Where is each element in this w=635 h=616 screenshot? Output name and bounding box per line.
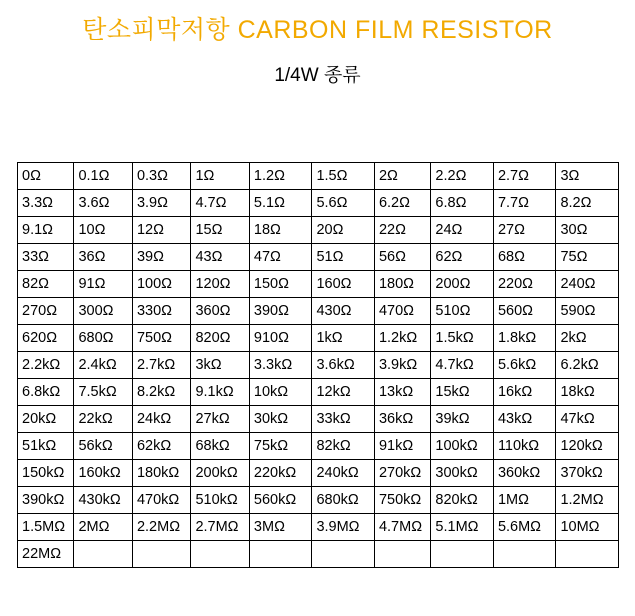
- table-cell-value: 20kΩ: [18, 406, 74, 433]
- table-cell-value: 9.1kΩ: [191, 379, 249, 406]
- table-cell-empty: [312, 541, 375, 568]
- table-cell-value: 620Ω: [18, 325, 74, 352]
- table-cell-value: 1.8kΩ: [493, 325, 556, 352]
- table-cell-value: 33Ω: [18, 244, 74, 271]
- table-cell-value: 200Ω: [431, 271, 494, 298]
- table-row: [18, 433, 619, 460]
- table-cell-value: 4.7kΩ: [431, 352, 494, 379]
- table-cell-value: 3.3Ω: [18, 190, 74, 217]
- table-cell-value: 10Ω: [74, 217, 132, 244]
- table-cell-value: 180kΩ: [132, 460, 190, 487]
- table-cell-value: 27kΩ: [191, 406, 249, 433]
- table-row: [18, 163, 619, 190]
- table-cell-value: 4.7MΩ: [374, 514, 430, 541]
- table-cell-value: 3.9MΩ: [312, 514, 375, 541]
- table-cell-value: 56kΩ: [74, 433, 132, 460]
- table-cell-value: 30Ω: [556, 217, 619, 244]
- table-cell-value: 240kΩ: [312, 460, 375, 487]
- table-cell-value: 2.7MΩ: [191, 514, 249, 541]
- table-cell-value: 100kΩ: [431, 433, 494, 460]
- table-cell-value: 91kΩ: [374, 433, 430, 460]
- table-cell-value: 390kΩ: [18, 487, 74, 514]
- table-cell-value: 430Ω: [312, 298, 375, 325]
- table-cell-value: 12kΩ: [312, 379, 375, 406]
- table-row: [18, 298, 619, 325]
- table-cell-value: 2Ω: [374, 163, 430, 190]
- table-row: [18, 352, 619, 379]
- table-cell-value: 39kΩ: [431, 406, 494, 433]
- table-cell-value: 27Ω: [493, 217, 556, 244]
- table-cell-value: 3.3kΩ: [249, 352, 312, 379]
- table-cell-value: 5.6Ω: [312, 190, 375, 217]
- table-cell-value: 2.4kΩ: [74, 352, 132, 379]
- table-cell-value: 75Ω: [556, 244, 619, 271]
- table-cell-value: 120Ω: [191, 271, 249, 298]
- table-cell-value: 43Ω: [191, 244, 249, 271]
- table-cell-value: 15Ω: [191, 217, 249, 244]
- table-cell-value: 6.8kΩ: [18, 379, 74, 406]
- table-cell-value: 220Ω: [493, 271, 556, 298]
- table-cell-value: 680Ω: [74, 325, 132, 352]
- table-cell-empty: [374, 541, 430, 568]
- resistor-values-table-wrapper: [17, 162, 619, 568]
- table-cell-value: 1.5Ω: [312, 163, 375, 190]
- table-cell-value: 3Ω: [556, 163, 619, 190]
- table-cell-value: 5.6kΩ: [493, 352, 556, 379]
- table-cell-value: 390Ω: [249, 298, 312, 325]
- table-cell-value: 820Ω: [191, 325, 249, 352]
- table-cell-value: 200kΩ: [191, 460, 249, 487]
- table-cell-value: 47Ω: [249, 244, 312, 271]
- table-row: [18, 271, 619, 298]
- table-cell-value: 6.2Ω: [374, 190, 430, 217]
- table-row: [18, 244, 619, 271]
- table-cell-empty: [431, 541, 494, 568]
- table-cell-empty: [493, 541, 556, 568]
- table-cell-value: 47kΩ: [556, 406, 619, 433]
- table-cell-value: 300kΩ: [431, 460, 494, 487]
- table-cell-value: 22kΩ: [74, 406, 132, 433]
- table-cell-value: 62kΩ: [132, 433, 190, 460]
- table-cell-value: 1.2kΩ: [374, 325, 430, 352]
- table-cell-value: 240Ω: [556, 271, 619, 298]
- table-cell-value: 680kΩ: [312, 487, 375, 514]
- table-cell-value: 2MΩ: [74, 514, 132, 541]
- table-cell-value: 160kΩ: [74, 460, 132, 487]
- table-cell-value: 560kΩ: [249, 487, 312, 514]
- table-cell-value: 16kΩ: [493, 379, 556, 406]
- table-cell-value: 510kΩ: [191, 487, 249, 514]
- table-cell-value: 2.2Ω: [431, 163, 494, 190]
- table-cell-value: 2.2kΩ: [18, 352, 74, 379]
- table-cell-value: 470Ω: [374, 298, 430, 325]
- table-cell-value: 6.8Ω: [431, 190, 494, 217]
- table-cell-value: 430kΩ: [74, 487, 132, 514]
- table-cell-value: 7.5kΩ: [74, 379, 132, 406]
- table-cell-value: 3.9kΩ: [374, 352, 430, 379]
- table-cell-value: 820kΩ: [431, 487, 494, 514]
- table-cell-value: 590Ω: [556, 298, 619, 325]
- table-cell-value: 43kΩ: [493, 406, 556, 433]
- table-cell-empty: [191, 541, 249, 568]
- table-cell-value: 150kΩ: [18, 460, 74, 487]
- table-cell-value: 1.2Ω: [249, 163, 312, 190]
- table-cell-value: 750Ω: [132, 325, 190, 352]
- table-cell-value: 360Ω: [191, 298, 249, 325]
- table-cell-value: 15kΩ: [431, 379, 494, 406]
- table-cell-value: 3.6Ω: [74, 190, 132, 217]
- table-row: [18, 487, 619, 514]
- table-cell-value: 5.1MΩ: [431, 514, 494, 541]
- table-cell-empty: [249, 541, 312, 568]
- table-cell-value: 68Ω: [493, 244, 556, 271]
- table-cell-value: 24Ω: [431, 217, 494, 244]
- table-cell-value: 910Ω: [249, 325, 312, 352]
- page-title: 탄소피막저항 CARBON FILM RESISTOR: [82, 16, 553, 44]
- table-cell-value: 91Ω: [74, 271, 132, 298]
- table-cell-value: 33kΩ: [312, 406, 375, 433]
- table-cell-value: 30kΩ: [249, 406, 312, 433]
- table-cell-value: 0.1Ω: [74, 163, 132, 190]
- table-cell-value: 3.9Ω: [132, 190, 190, 217]
- table-cell-value: 1.5MΩ: [18, 514, 74, 541]
- table-cell-value: 1.2MΩ: [556, 487, 619, 514]
- table-cell-value: 150Ω: [249, 271, 312, 298]
- table-cell-value: 22MΩ: [18, 541, 74, 568]
- table-cell-value: 8.2kΩ: [132, 379, 190, 406]
- table-cell-value: 13kΩ: [374, 379, 430, 406]
- table-cell-value: 39Ω: [132, 244, 190, 271]
- table-cell-value: 180Ω: [374, 271, 430, 298]
- resistor-values-table: [17, 162, 619, 568]
- table-cell-value: 270kΩ: [374, 460, 430, 487]
- table-cell-value: 470kΩ: [132, 487, 190, 514]
- table-cell-value: 360kΩ: [493, 460, 556, 487]
- table-cell-value: 510Ω: [431, 298, 494, 325]
- table-cell-value: 3kΩ: [191, 352, 249, 379]
- table-cell-empty: [74, 541, 132, 568]
- table-cell-value: 370kΩ: [556, 460, 619, 487]
- table-cell-value: 24kΩ: [132, 406, 190, 433]
- table-cell-empty: [132, 541, 190, 568]
- table-cell-value: 51Ω: [312, 244, 375, 271]
- table-cell-value: 75kΩ: [249, 433, 312, 460]
- table-row: [18, 406, 619, 433]
- table-cell-value: 82kΩ: [312, 433, 375, 460]
- table-cell-value: 300Ω: [74, 298, 132, 325]
- table-cell-value: 1kΩ: [312, 325, 375, 352]
- table-row: [18, 217, 619, 244]
- table-row: [18, 379, 619, 406]
- table-cell-value: 1.5kΩ: [431, 325, 494, 352]
- table-cell-value: 2kΩ: [556, 325, 619, 352]
- table-cell-value: 100Ω: [132, 271, 190, 298]
- table-cell-value: 20Ω: [312, 217, 375, 244]
- table-cell-value: 56Ω: [374, 244, 430, 271]
- table-cell-value: 68kΩ: [191, 433, 249, 460]
- table-row: [18, 325, 619, 352]
- table-cell-value: 2.2MΩ: [132, 514, 190, 541]
- table-cell-value: 9.1Ω: [18, 217, 74, 244]
- table-cell-value: 10MΩ: [556, 514, 619, 541]
- table-cell-value: 82Ω: [18, 271, 74, 298]
- table-row: [18, 190, 619, 217]
- table-row: [18, 541, 619, 568]
- table-cell-value: 1MΩ: [493, 487, 556, 514]
- table-cell-value: 330Ω: [132, 298, 190, 325]
- page-subtitle: 1/4W 종류: [274, 65, 361, 86]
- page-root: [0, 10, 635, 616]
- table-cell-value: 1Ω: [191, 163, 249, 190]
- table-cell-value: 51kΩ: [18, 433, 74, 460]
- table-cell-value: 750kΩ: [374, 487, 430, 514]
- table-cell-value: 8.2Ω: [556, 190, 619, 217]
- table-cell-value: 36Ω: [74, 244, 132, 271]
- table-cell-value: 0Ω: [18, 163, 74, 190]
- table-cell-value: 0.3Ω: [132, 163, 190, 190]
- table-row: [18, 514, 619, 541]
- table-row: [18, 460, 619, 487]
- table-cell-value: 18kΩ: [556, 379, 619, 406]
- table-cell-value: 560Ω: [493, 298, 556, 325]
- table-cell-value: 270Ω: [18, 298, 74, 325]
- table-cell-value: 12Ω: [132, 217, 190, 244]
- table-cell-value: 18Ω: [249, 217, 312, 244]
- table-cell-value: 3MΩ: [249, 514, 312, 541]
- table-cell-value: 120kΩ: [556, 433, 619, 460]
- table-cell-value: 22Ω: [374, 217, 430, 244]
- table-cell-value: 5.1Ω: [249, 190, 312, 217]
- table-cell-value: 110kΩ: [493, 433, 556, 460]
- table-cell-empty: [556, 541, 619, 568]
- table-cell-value: 5.6MΩ: [493, 514, 556, 541]
- table-cell-value: 2.7Ω: [493, 163, 556, 190]
- table-cell-value: 220kΩ: [249, 460, 312, 487]
- table-cell-value: 2.7kΩ: [132, 352, 190, 379]
- table-cell-value: 6.2kΩ: [556, 352, 619, 379]
- table-cell-value: 4.7Ω: [191, 190, 249, 217]
- table-cell-value: 62Ω: [431, 244, 494, 271]
- table-cell-value: 160Ω: [312, 271, 375, 298]
- table-cell-value: 10kΩ: [249, 379, 312, 406]
- table-cell-value: 36kΩ: [374, 406, 430, 433]
- table-cell-value: 7.7Ω: [493, 190, 556, 217]
- table-cell-value: 3.6kΩ: [312, 352, 375, 379]
